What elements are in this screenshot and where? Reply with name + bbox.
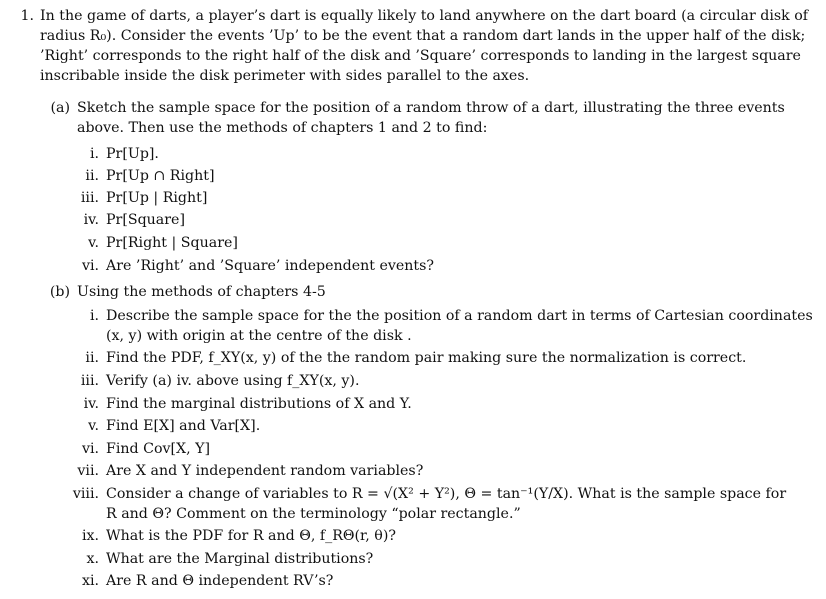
part-b-item-number: vii. bbox=[77, 463, 99, 479]
part-b-item-text: Describe the sample space for the the position of a random dart in terms of Cartesian coordinates bbox=[106, 308, 813, 324]
part-a-item-number: iv. bbox=[83, 212, 99, 228]
part-b-item-text: R and Θ? Comment on the terminology “polar rectangle.” bbox=[106, 506, 521, 522]
part-a-item-number: vi. bbox=[81, 258, 99, 274]
part-b-label: (b) bbox=[49, 284, 70, 300]
part-b-item-number: vi. bbox=[81, 441, 99, 457]
problem-text-line: ’Right’ corresponds to the right half of the disk and ’Square’ corresponds to landing in the largest square bbox=[40, 48, 801, 64]
part-b-intro: Using the methods of chapters 4-5 bbox=[77, 284, 326, 300]
part-a-item-number: v. bbox=[88, 235, 99, 251]
part-b-item-text: Verify (a) iv. above using f_XY(x, y). bbox=[106, 373, 360, 389]
part-a-text-line: above. Then use the methods of chapters 1 and 2 to find: bbox=[77, 120, 488, 136]
part-b-item-text: What is the PDF for R and Θ, f_RΘ(r, θ)? bbox=[106, 528, 396, 544]
part-b-item-text: Find the marginal distributions of X and Y. bbox=[106, 396, 412, 412]
part-a-item-text: Pr[Up]. bbox=[106, 146, 159, 162]
part-b-item-number: iv. bbox=[83, 396, 99, 412]
part-b-item-number: x. bbox=[86, 551, 99, 567]
part-b-item-number: ix. bbox=[81, 528, 99, 544]
problem-number: 1. bbox=[20, 8, 34, 24]
part-b-item-text: Are X and Y independent random variables? bbox=[106, 463, 424, 479]
problem-text-line: radius R₀). Consider the events ’Up’ to be the event that a random dart lands in the upper half of the disk; bbox=[40, 28, 806, 44]
part-b-item-number: xi. bbox=[81, 573, 99, 589]
part-a-item-text: Pr[Up | Right] bbox=[106, 190, 208, 206]
part-a-item-text: Are ’Right’ and ’Square’ independent events? bbox=[106, 258, 435, 274]
part-a-item-text: Pr[Up ∩ Right] bbox=[106, 168, 215, 184]
part-a-item-text: Pr[Right | Square] bbox=[106, 235, 238, 251]
part-a-item-number: iii. bbox=[80, 190, 99, 206]
part-b-item-number: viii. bbox=[72, 486, 99, 502]
part-b-item-number: iii. bbox=[80, 373, 99, 389]
part-a-label: (a) bbox=[50, 100, 70, 116]
problem-text-line: inscribable inside the disk perimeter with sides parallel to the axes. bbox=[40, 68, 530, 84]
part-b-item-text: Find the PDF, f_XY(x, y) of the the random pair making sure the normalization is correct. bbox=[106, 350, 747, 366]
part-b-item-text: Find Cov[X, Y] bbox=[106, 441, 211, 457]
part-b-item-text: Consider a change of variables to R = √(X² + Y²), Θ = tan⁻¹(Y/X). What is the sample space for bbox=[106, 486, 787, 502]
part-b-item-number: v. bbox=[88, 418, 99, 434]
part-a-item-number: i. bbox=[89, 146, 99, 162]
part-a-text-line: Sketch the sample space for the position of a random throw of a dart, illustrating the three events bbox=[77, 100, 785, 116]
part-a-item-text: Pr[Square] bbox=[106, 212, 185, 228]
part-b-item-text: Are R and Θ independent RV’s? bbox=[106, 573, 334, 589]
part-b-item-text: What are the Marginal distributions? bbox=[106, 551, 374, 567]
problem-text-line: In the game of darts, a player’s dart is equally likely to land anywhere on the dart board (a circular disk of bbox=[40, 8, 809, 24]
part-a-item-number: ii. bbox=[85, 168, 99, 184]
part-b-item-number: i. bbox=[89, 308, 99, 324]
part-b-item-number: ii. bbox=[85, 350, 99, 366]
part-b-item-text: Find E[X] and Var[X]. bbox=[106, 418, 261, 434]
part-b-item-text: (x, y) with origin at the centre of the disk . bbox=[106, 328, 412, 344]
